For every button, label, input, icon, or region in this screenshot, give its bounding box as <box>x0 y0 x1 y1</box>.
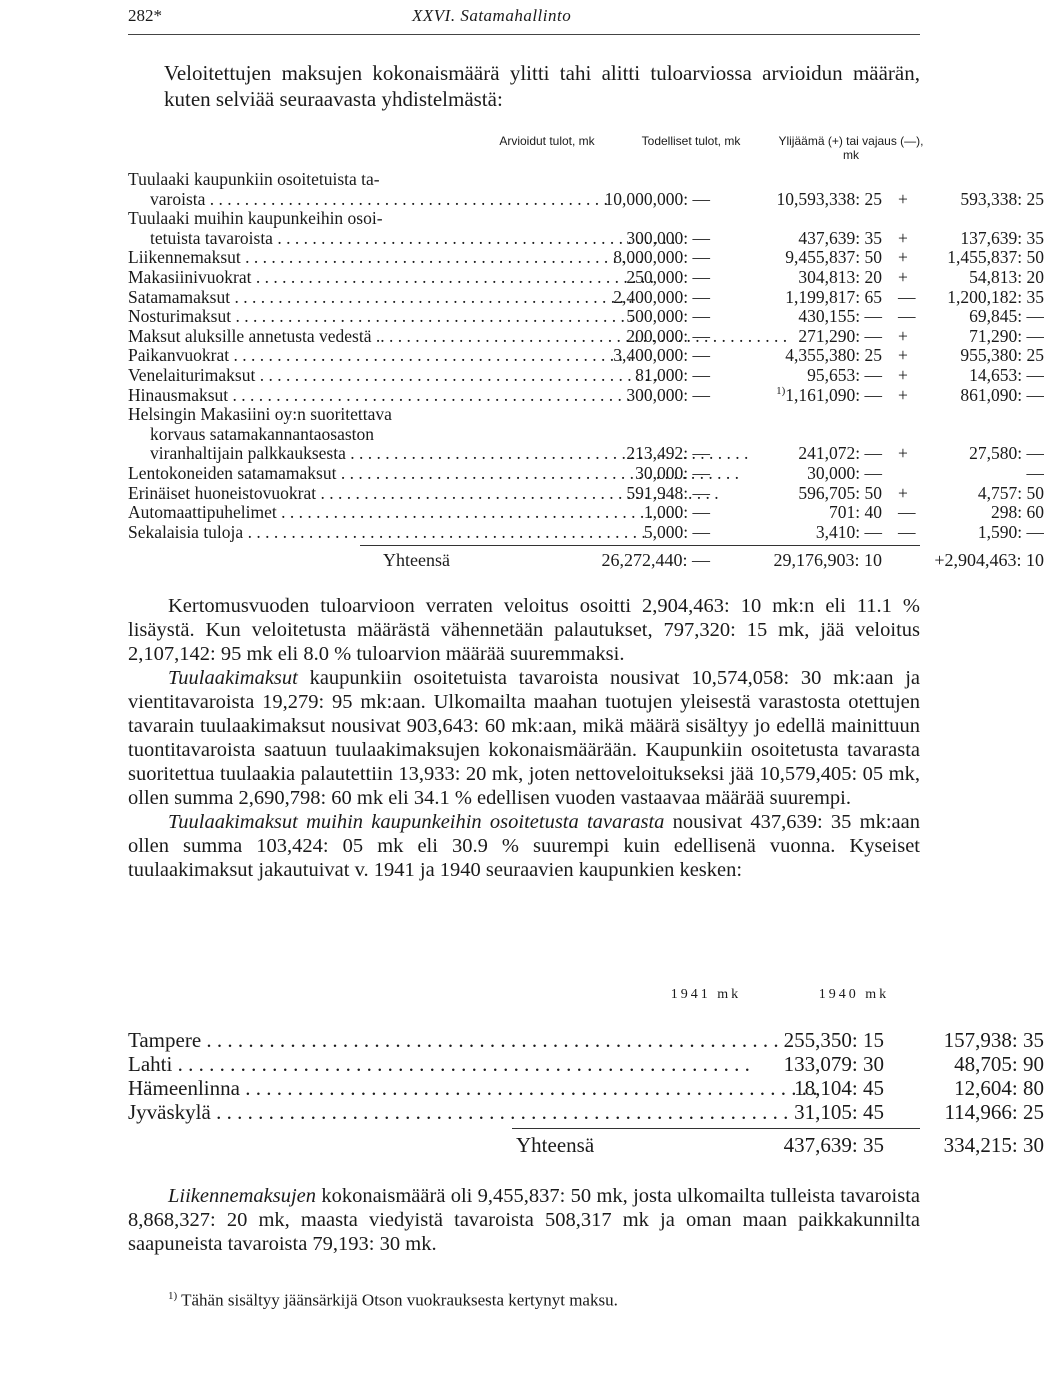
row-difference: 298: 60 <box>991 502 1044 523</box>
row-label <box>128 405 470 464</box>
row-estimated: 200,000: — <box>626 325 710 346</box>
row-label <box>128 523 470 543</box>
row-difference: 69,845: — <box>969 306 1044 327</box>
table-row <box>128 384 1044 406</box>
row-label-line: Liikennemaksut . . . <box>128 248 470 268</box>
row-actual <box>718 523 882 543</box>
row-actual-value: 1,199,817: 65 <box>785 286 882 307</box>
row-estimated: 300,000: — <box>626 384 710 405</box>
row-actual-value: 701: 40 <box>829 502 882 523</box>
paragraph-summary: Kertomusvuoden tuloarvioon verraten veloitus osoitti 2,904,463: 10 mk:n eli 11.1 % lisäystä. Kun veloitetusta määrästä vähennetään palautukset, 797,320: 15 mk, jää veloitus 2,107,142: 95 mk eli 8.0 % tuloarvion määrää suuremmaksi. <box>128 595 920 665</box>
row-difference: 955,380: 25 <box>960 345 1044 366</box>
city-1941: 31,105: 45 <box>794 1100 884 1124</box>
row-estimated: 30,000: — <box>635 462 710 483</box>
revenue-table <box>128 169 1044 542</box>
row-actual <box>718 248 882 268</box>
city-1941: 18,104: 45 <box>794 1076 884 1100</box>
paragraph-liikennemaksut-heading: Liikennemaksujen <box>168 1185 317 1207</box>
row-actual <box>718 346 882 366</box>
row-diff-sign: — <box>898 306 916 327</box>
row-actual-value: 241,072: — <box>798 443 882 464</box>
city-1941: 133,079: 30 <box>783 1052 884 1076</box>
city-1941: 255,350: 15 <box>783 1028 884 1052</box>
row-actual-value: 596,705: 50 <box>798 482 882 503</box>
footnote-text: Tähän sisältyy jäänsärkijä Otson vuokrauksesta kertynyt maksu. <box>181 1290 618 1310</box>
city-total-label: Yhteensä <box>516 1133 595 1157</box>
row-label <box>128 209 470 248</box>
row-diff-sign: + <box>898 227 908 248</box>
row-diff-sign: + <box>898 443 908 464</box>
row-estimated: 3,400,000: — <box>613 345 710 366</box>
col-header-actual: Todelliset tulot, mk <box>641 134 741 148</box>
row-actual <box>718 327 882 347</box>
row-actual-value: 3,410: — <box>815 521 882 542</box>
row-diff-sign: — <box>898 286 916 307</box>
row-label <box>128 484 470 504</box>
city-1940: 157,938: 35 <box>943 1028 1044 1052</box>
row-difference: — <box>1026 462 1044 483</box>
row-label <box>128 464 470 484</box>
row-label-line: Lentokoneiden satamamaksut . . . <box>128 464 470 484</box>
row-diff-sign: + <box>898 247 908 268</box>
row-actual-value: 30,000: — <box>807 462 882 483</box>
row-label-line: tetuista tavaroista . . . <box>128 229 470 249</box>
row-actual <box>718 382 882 405</box>
city-total-1941: 437,639: 35 <box>783 1133 884 1157</box>
table-row <box>128 247 1044 268</box>
paragraph-liikennemaksut <box>128 1184 920 1256</box>
city-table <box>128 1028 1044 1124</box>
paragraph-tuulaaki-heading: Tuulaakimaksut <box>168 667 298 689</box>
row-difference: 1,455,837: 50 <box>947 247 1044 268</box>
row-estimated: 213,492: — <box>626 443 710 464</box>
total-estimated: 26,272,440: — <box>601 550 710 570</box>
row-estimated: 591,948: — <box>626 482 710 503</box>
row-label-line: Maksut aluksille annetusta vedestä .. . . . <box>128 327 470 347</box>
city-name: Lahti . . . <box>128 1052 612 1076</box>
city-name: Jyväskylä . . . <box>128 1100 612 1124</box>
total-label: Yhteensä <box>383 550 450 570</box>
city-1940: 48,705: 90 <box>954 1052 1044 1076</box>
row-diff-sign: — <box>898 502 916 523</box>
row-label-line: Helsingin Makasiini oy:n suoritettava <box>128 404 392 425</box>
revenue-total-row <box>128 549 1044 571</box>
paragraph-tuulaaki <box>128 666 920 810</box>
paragraph-tuulaaki-other-heading: Tuulaakimaksut muihin kaupunkeihin osoitetusta tavarasta <box>168 811 665 833</box>
row-difference: 861,090: — <box>960 384 1044 405</box>
row-diff-sign: + <box>898 325 908 346</box>
row-label <box>128 503 470 523</box>
row-estimated: 81,000: — <box>635 364 710 385</box>
row-label-line: Erinäiset huoneistovuokrat . . . <box>128 484 470 504</box>
row-estimated: 2,400,000: — <box>613 286 710 307</box>
row-diff-sign: + <box>898 345 908 366</box>
row-actual <box>718 288 882 308</box>
row-actual-value: 4,355,380: 25 <box>785 345 882 366</box>
intro-paragraph: Veloitettujen maksujen kokonaismäärä ylitti tahi alitti tuloarviossa arvioidun määrän, kuten selviää seuraavasta yhdistelmästä: <box>164 61 920 111</box>
row-actual-value: 304,813: 20 <box>798 266 882 287</box>
row-difference: 14,653: — <box>969 364 1044 385</box>
row-actual-value: 95,653: — <box>807 364 882 385</box>
row-actual-value: 10,593,338: 25 <box>776 188 882 209</box>
running-header <box>128 6 920 32</box>
city-header-1941: 1941 mk <box>670 987 742 1002</box>
row-actual <box>718 464 882 484</box>
total-difference: +2,904,463: 10 <box>934 550 1044 570</box>
row-label-line: Automaattipuhelimet . . . <box>128 503 470 523</box>
city-1940: 114,966: 25 <box>944 1100 1044 1124</box>
city-total-rule <box>512 1128 920 1129</box>
row-actual-value: 430,155: — <box>798 306 882 327</box>
row-diff-sign: + <box>898 482 908 503</box>
row-label <box>128 288 470 308</box>
table-row <box>128 325 1044 347</box>
row-actual-value: 9,455,837: 50 <box>785 247 882 268</box>
city-row <box>128 1028 1044 1052</box>
row-difference: 1,590: — <box>977 521 1044 542</box>
footnote-ref: 1) <box>776 384 786 397</box>
table-row <box>128 266 1044 288</box>
paragraph-tuulaaki-other-text: nousivat 437,639: 35 mk:aan ollen summa 103,424: 05 mk eli 30.9 % suurempi kuin edellisenä vuonna. Kyseiset tuulaakimaksut jakautuivat v. 1941 ja 1940 seuraavien kaupunkien kesken: <box>128 811 920 881</box>
row-label-line: Paikanvuokrat . . . <box>128 346 470 366</box>
city-row <box>128 1076 1044 1100</box>
row-label <box>128 268 470 288</box>
table-row <box>128 208 1044 248</box>
row-difference: 71,290: — <box>969 325 1044 346</box>
city-total-1940: 334,215: 30 <box>943 1133 1044 1157</box>
row-estimated: 500,000: — <box>626 306 710 327</box>
paragraph-tuulaaki-other <box>128 810 920 882</box>
row-actual <box>718 229 882 249</box>
row-estimated: 250,000: — <box>626 266 710 287</box>
row-label-line: Venelaiturimaksut . . . <box>128 366 470 386</box>
row-estimated: 8,000,000: — <box>613 247 710 268</box>
row-diff-sign: + <box>898 188 908 209</box>
row-difference: 27,580: — <box>969 443 1044 464</box>
row-actual <box>718 190 882 210</box>
row-difference: 54,813: 20 <box>969 266 1044 287</box>
city-1940: 12,604: 80 <box>954 1076 1044 1100</box>
row-label-line: Satamamaksut . . . <box>128 288 470 308</box>
row-label <box>128 386 470 406</box>
row-label-line: Makasiinivuokrat . . . <box>128 268 470 288</box>
row-estimated: 10,000,000: — <box>604 188 710 209</box>
total-actual: 29,176,903: 10 <box>773 550 882 570</box>
col-header-difference: Ylijäämä (+) tai vajaus (—), mk <box>778 134 924 162</box>
city-header-1940: 1940 mk <box>818 987 890 1002</box>
row-label-line: Nosturimaksut . . . <box>128 307 470 327</box>
row-label <box>128 307 470 327</box>
row-actual <box>718 484 882 504</box>
page-number: 282* <box>128 6 162 25</box>
row-actual-value: 271,290: — <box>798 325 882 346</box>
row-label <box>128 366 470 386</box>
row-label <box>128 248 470 268</box>
table-row <box>128 521 1044 543</box>
row-label <box>128 170 470 209</box>
row-diff-sign: + <box>898 384 908 405</box>
row-difference: 137,639: 35 <box>960 227 1044 248</box>
table-row <box>128 286 1044 308</box>
row-difference: 1,200,182: 35 <box>947 286 1044 307</box>
row-difference: 4,757: 50 <box>977 482 1044 503</box>
row-label-line: viranhaltijain palkkauksesta . . . <box>128 444 470 464</box>
row-estimated: 5,000: — <box>643 521 710 542</box>
row-actual <box>718 268 882 288</box>
table-row <box>128 462 1044 484</box>
table-row <box>128 502 1044 523</box>
row-label-line: Tuulaaki kaupunkiin osoitetuista ta- <box>128 169 380 189</box>
row-estimated: 300,000: — <box>626 227 710 248</box>
row-label <box>128 346 470 366</box>
row-label-line: Tuulaaki muihin kaupunkeihin osoi- <box>128 208 383 229</box>
paragraph-tuulaaki-text: kaupunkiin osoitetuista tavaroista nousivat 10,574,058: 30 mk:aan ja vientitavaroista 19,279: 95 mk:aan. Ulkomailta maahan tuotujen yleisestä varastosta otettujen tavarain tuulaakimaksut nousivat 903,643: 60 mk:aan, mikä määrä sisältyy jo edellä mainittuun tuontitavaroista saatuun tuulaakimaksujen kokonaismäärään. Kaupunkiin osoitetusta tavarasta suoritettua tuulaakia palautettiin 13,933: 20 mk, joten nettoveloitukseksi jää 10,579,405: 05 mk, ollen summa 2,690,798: 60 mk eli 34.1 % edellisen vuoden vastaavaa määrää suurempi. <box>128 667 920 809</box>
row-diff-sign: + <box>898 266 908 287</box>
total-rule <box>360 545 920 546</box>
header-rule <box>128 34 920 35</box>
row-label-line: Sekalaisia tuloja . . . <box>128 523 470 543</box>
row-diff-sign: — <box>898 521 916 542</box>
row-diff-sign: + <box>898 364 908 385</box>
row-label-line: korvaus satamakannantaosaston <box>150 423 375 444</box>
footnote <box>168 1286 618 1311</box>
running-title: XXVI. Satamahallinto <box>412 6 572 25</box>
row-label <box>128 327 470 347</box>
row-actual <box>718 307 882 327</box>
footnote-mark: 1) <box>168 1290 178 1302</box>
row-label-line: varoista . . . <box>128 190 470 210</box>
row-estimated: 1,000: — <box>643 502 710 523</box>
table-row <box>128 345 1044 366</box>
row-label-line: Hinausmaksut . . . <box>128 386 470 406</box>
city-name: Hämeenlinna . . . <box>128 1076 612 1100</box>
row-actual <box>718 444 882 464</box>
table-row <box>128 404 1044 464</box>
city-name: Tampere . . . <box>128 1028 612 1052</box>
city-row <box>128 1100 1044 1124</box>
city-row <box>128 1052 1044 1076</box>
row-actual-value: 1,161,090: — <box>785 384 882 405</box>
row-actual <box>718 503 882 523</box>
row-actual-value: 437,639: 35 <box>798 227 882 248</box>
table-row <box>128 306 1044 327</box>
row-difference: 593,338: 25 <box>960 188 1044 209</box>
city-total-row <box>128 1132 1044 1158</box>
col-header-estimated: Arvioidut tulot, mk <box>499 134 595 148</box>
body-text-1 <box>128 594 920 882</box>
table-row <box>128 169 1044 209</box>
paragraph-liikennemaksut-text: kokonaismäärä oli 9,455,837: 50 mk, josta ulkomailta tulleista tavaroista 8,868,327: 20 mk, maasta viedyistä tavaroista 508,317 mk ja oman maan paikkakunnilta saapuneista tavaroista 79,193: 30 mk. <box>128 1185 920 1255</box>
table-row <box>128 482 1044 504</box>
